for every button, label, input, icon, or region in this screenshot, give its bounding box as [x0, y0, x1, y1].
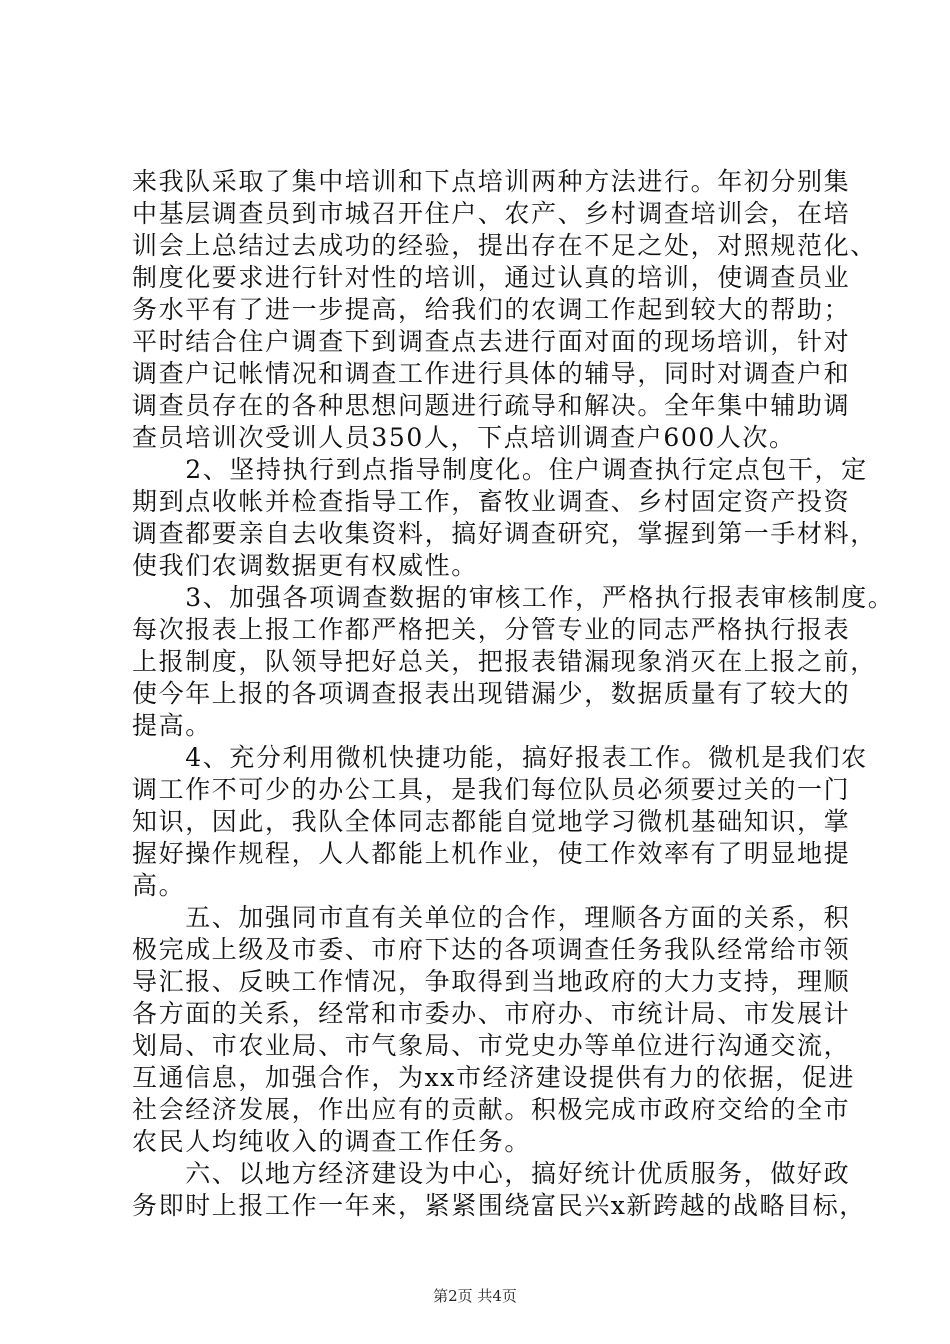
text-line: 来我队采取了集中培训和下点培训两种方法进行。年初分别集 [132, 167, 851, 196]
text-line: 导汇报、反映工作情况，争取得到当地政府的大力支持，理顺 [132, 967, 851, 996]
text-line: 农民人均纯收入的调查工作任务。 [132, 1127, 532, 1156]
text-line: 使今年上报的各项调查报表出现错漏少，数据质量有了较大的 [132, 679, 851, 708]
text-line: 社会经济发展，作出应有的贡献。积极完成市政府交给的全市 [132, 1095, 851, 1124]
text-line: 五、加强同市直有关单位的合作，理顺各方面的关系，积 [132, 903, 851, 932]
text-line: 调工作不可少的办公工具，是我们每位队员必须要过关的一门 [132, 775, 851, 804]
text-line: 知识，因此，我队全体同志都能自觉地学习微机基础知识，掌 [132, 807, 851, 836]
text-line: 调查都要亲自去收集资料，搞好调查研究，掌握到第一手材料， [132, 519, 877, 548]
text-line: 上报制度，队领导把好总关，把报表错漏现象消灭在上报之前， [132, 647, 877, 676]
text-line: 2、坚持执行到点指导制度化。住户调查执行定点包干，定 [132, 455, 868, 484]
text-line: 中基层调查员到市城召开住户、农产、乡村调查培训会，在培 [132, 199, 851, 228]
page-number: 第2页 共4页 [433, 1287, 517, 1305]
text-line: 每次报表上报工作都严格把关，分管专业的同志严格执行报表 [132, 615, 851, 644]
text-line: 调查员存在的各种思想问题进行疏导和解决。全年集中辅助调 [132, 391, 851, 420]
text-line: 极完成上级及市委、市府下达的各项调查任务我队经常给市领 [132, 935, 851, 964]
text-line: 握好操作规程，人人都能上机作业，使工作效率有了明显地提 [132, 839, 851, 868]
text-line: 提高。 [132, 711, 212, 740]
document-body [132, 166, 895, 1222]
text-line: 使我们农调数据更有权威性。 [132, 551, 478, 580]
page-footer [0, 1286, 950, 1306]
text-line: 划局、市农业局、市气象局、市党史办等单位进行沟通交流， [132, 1031, 851, 1060]
text-line: 4、充分利用微机快捷功能，搞好报表工作。微机是我们农 [132, 743, 868, 772]
text-line: 3、加强各项调查数据的审核工作，严格执行报表审核制度。 [132, 583, 895, 612]
text-line: 平时结合住户调查下到调查点去进行面对面的现场培训，针对 [132, 327, 851, 356]
text-line: 调查户记帐情况和调查工作进行具体的辅导，同时对调查户和 [132, 359, 851, 388]
text-line: 互通信息，加强合作，为xx市经济建设提供有力的依据，促进 [132, 1063, 856, 1092]
text-line: 期到点收帐并检查指导工作，畜牧业调查、乡村固定资产投资 [132, 487, 851, 516]
text-line: 六、以地方经济建设为中心，搞好统计优质服务，做好政 [132, 1159, 851, 1188]
text-line: 务水平有了进一步提高，给我们的农调工作起到较大的帮助； [132, 295, 851, 324]
text-line: 各方面的关系，经常和市委办、市府办、市统计局、市发展计 [132, 999, 851, 1028]
text-line: 训会上总结过去成功的经验，提出存在不足之处，对照规范化、 [132, 231, 877, 260]
text-line: 查员培训次受训人员350人，下点培训调查户600人次。 [132, 423, 796, 452]
text-line: 高。 [132, 871, 186, 900]
text-line: 务即时上报工作一年来，紧紧围绕富民兴x新跨越的战略目标， [132, 1191, 866, 1220]
text-line: 制度化要求进行针对性的培训，通过认真的培训，使调查员业 [132, 263, 851, 292]
